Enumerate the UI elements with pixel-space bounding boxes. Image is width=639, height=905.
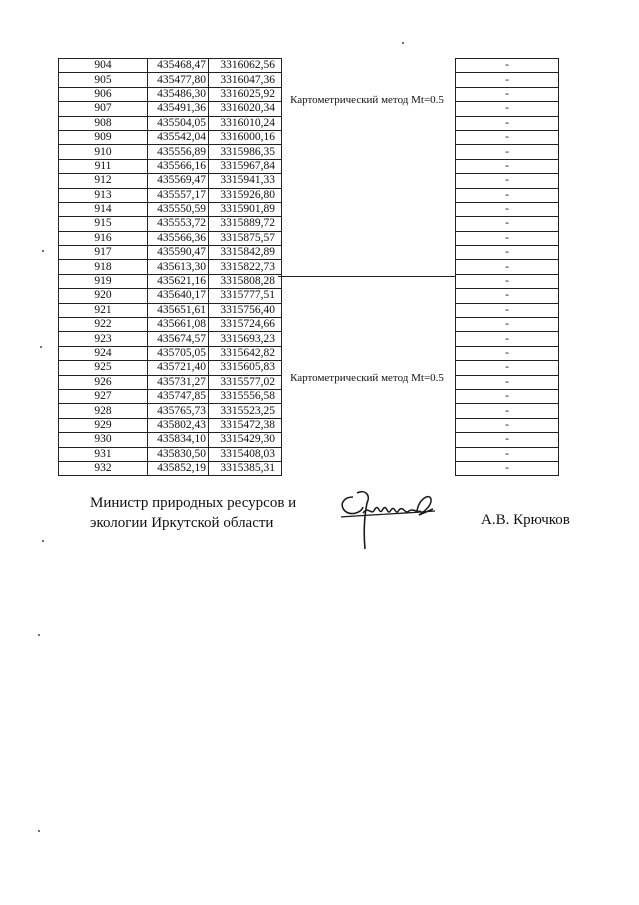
signatory-name: А.В. Крючков [481,512,570,528]
accuracy-cell: - [456,116,559,130]
table-row [59,202,282,216]
x-coordinate-cell: 435621,16 [148,274,209,288]
point-number-cell: 916 [59,231,148,245]
x-coordinate-cell: 435550,59 [148,202,209,216]
y-coordinate-cell: 3315901,89 [209,202,282,216]
y-coordinate-cell: 3315889,72 [209,217,282,231]
x-coordinate-cell: 435569,47 [148,174,209,188]
y-coordinate-cell: 3315822,73 [209,260,282,274]
table-row [59,102,282,116]
point-number-cell: 920 [59,289,148,303]
x-coordinate-cell: 435705,05 [148,346,209,360]
table-row [456,102,559,116]
accuracy-cell: - [456,375,559,389]
x-coordinate-cell: 435661,08 [148,318,209,332]
y-coordinate-cell: 3316020,34 [209,102,282,116]
accuracy-cell: - [456,174,559,188]
accuracy-cell: - [456,73,559,87]
table-row [59,404,282,418]
accuracy-cell: - [456,260,559,274]
x-coordinate-cell: 435542,04 [148,130,209,144]
x-coordinate-cell: 435477,80 [148,73,209,87]
x-coordinate-cell: 435553,72 [148,217,209,231]
accuracy-cell: - [456,59,559,73]
table-row [59,318,282,332]
table-row [456,346,559,360]
accuracy-cell: - [456,274,559,288]
table-row [456,389,559,403]
point-number-cell: 912 [59,174,148,188]
x-coordinate-cell: 435721,40 [148,361,209,375]
accuracy-cell: - [456,102,559,116]
point-number-cell: 915 [59,217,148,231]
accuracy-cell: - [456,159,559,173]
point-number-cell: 911 [59,159,148,173]
accuracy-cell: - [456,433,559,447]
table-row [456,87,559,101]
table-row [59,433,282,447]
y-coordinate-cell: 3315986,35 [209,145,282,159]
scan-speck [38,634,40,636]
x-coordinate-cell: 435566,36 [148,231,209,245]
y-coordinate-cell: 3315756,40 [209,303,282,317]
y-coordinate-cell: 3316010,24 [209,116,282,130]
point-number-cell: 929 [59,418,148,432]
accuracy-cell: - [456,303,559,317]
accuracy-cell: - [456,318,559,332]
table-row [456,361,559,375]
table-row [59,361,282,375]
x-coordinate-cell: 435556,89 [148,145,209,159]
table-row [456,260,559,274]
table-row [456,159,559,173]
point-number-cell: 919 [59,274,148,288]
point-number-cell: 932 [59,461,148,475]
scan-speck [42,250,44,252]
signatory-title-line-1: Министр природных ресурсов и [90,495,297,511]
table-row [59,73,282,87]
accuracy-cell: - [456,447,559,461]
signatory-title [90,493,296,533]
accuracy-cell: - [456,188,559,202]
y-coordinate-cell: 3315941,33 [209,174,282,188]
x-coordinate-cell: 435468,47 [148,59,209,73]
table-row [59,389,282,403]
accuracy-cell: - [456,145,559,159]
x-coordinate-cell: 435802,43 [148,418,209,432]
x-coordinate-cell: 435830,50 [148,447,209,461]
point-number-cell: 914 [59,202,148,216]
table-row [456,303,559,317]
accuracy-cell: - [456,389,559,403]
y-coordinate-cell: 3315777,51 [209,289,282,303]
scan-speck [402,42,404,44]
table-row [59,87,282,101]
table-row [456,289,559,303]
x-coordinate-cell: 435491,36 [148,102,209,116]
scan-speck [40,346,42,348]
y-coordinate-cell: 3315556,58 [209,389,282,403]
x-coordinate-cell: 435566,16 [148,159,209,173]
table-row [59,231,282,245]
table-row [456,73,559,87]
table-row [456,274,559,288]
y-coordinate-cell: 3316025,92 [209,87,282,101]
table-row [456,59,559,73]
method-group-divider [278,276,456,277]
point-number-cell: 926 [59,375,148,389]
accuracy-cell: - [456,130,559,144]
accuracy-cell: - [456,231,559,245]
x-coordinate-cell: 435834,10 [148,433,209,447]
table-row [456,375,559,389]
accuracy-cell: - [456,346,559,360]
point-number-cell: 909 [59,130,148,144]
point-number-cell: 924 [59,346,148,360]
accuracy-cell: - [456,289,559,303]
table-row [59,188,282,202]
table-row [456,418,559,432]
table-row [59,59,282,73]
x-coordinate-cell: 435504,05 [148,116,209,130]
y-coordinate-cell: 3315967,84 [209,159,282,173]
table-row [456,404,559,418]
accuracy-column-body [456,59,559,476]
table-row [59,130,282,144]
table-row [456,145,559,159]
x-coordinate-cell: 435765,73 [148,404,209,418]
point-number-cell: 910 [59,145,148,159]
point-number-cell: 913 [59,188,148,202]
accuracy-cell: - [456,246,559,260]
table-row [59,289,282,303]
table-row [456,433,559,447]
table-row [59,174,282,188]
x-coordinate-cell: 435640,17 [148,289,209,303]
y-coordinate-cell: 3315577,02 [209,375,282,389]
y-coordinate-cell: 3315385,31 [209,461,282,475]
handwritten-signature [335,483,440,553]
table-row [59,159,282,173]
y-coordinate-cell: 3315523,25 [209,404,282,418]
y-coordinate-cell: 3315724,66 [209,318,282,332]
point-number-cell: 908 [59,116,148,130]
point-number-cell: 928 [59,404,148,418]
y-coordinate-cell: 3315842,89 [209,246,282,260]
point-number-cell: 906 [59,87,148,101]
table-row [59,375,282,389]
table-row [456,447,559,461]
y-coordinate-cell: 3315429,30 [209,433,282,447]
x-coordinate-cell: 435747,85 [148,389,209,403]
accuracy-column [455,58,559,476]
table-row [456,231,559,245]
point-number-cell: 917 [59,246,148,260]
y-coordinate-cell: 3316047,36 [209,73,282,87]
x-coordinate-cell: 435731,27 [148,375,209,389]
y-coordinate-cell: 3316062,56 [209,59,282,73]
table-row [59,217,282,231]
point-number-cell: 930 [59,433,148,447]
accuracy-cell: - [456,404,559,418]
y-coordinate-cell: 3315472,38 [209,418,282,432]
table-row [456,188,559,202]
table-row [59,418,282,432]
y-coordinate-cell: 3315642,82 [209,346,282,360]
table-row [59,461,282,475]
accuracy-cell: - [456,361,559,375]
x-coordinate-cell: 435674,57 [148,332,209,346]
point-number-cell: 931 [59,447,148,461]
point-number-cell: 921 [59,303,148,317]
method-label-group-1: Картометрический метод Mt=0.5 [290,94,444,106]
table-row [456,174,559,188]
point-number-cell: 922 [59,318,148,332]
y-coordinate-cell: 3315875,57 [209,231,282,245]
scan-speck [38,830,40,832]
table-row [59,260,282,274]
table-row [59,246,282,260]
accuracy-cell: - [456,461,559,475]
method-label-group-2: Картометрический метод Mt=0.5 [290,372,444,384]
table-row [456,332,559,346]
x-coordinate-cell: 435486,30 [148,87,209,101]
point-number-cell: 907 [59,102,148,116]
x-coordinate-cell: 435557,17 [148,188,209,202]
accuracy-cell: - [456,418,559,432]
point-number-cell: 905 [59,73,148,87]
coordinates-table [58,58,282,476]
point-number-cell: 904 [59,59,148,73]
table-row [59,145,282,159]
point-number-cell: 923 [59,332,148,346]
y-coordinate-cell: 3315808,28 [209,274,282,288]
y-coordinate-cell: 3315926,80 [209,188,282,202]
accuracy-cell: - [456,202,559,216]
y-coordinate-cell: 3315693,23 [209,332,282,346]
table-row [59,303,282,317]
table-row [59,274,282,288]
y-coordinate-cell: 3315605,83 [209,361,282,375]
point-number-cell: 927 [59,389,148,403]
table-row [456,246,559,260]
table-row [456,461,559,475]
point-number-cell: 925 [59,361,148,375]
y-coordinate-cell: 3315408,03 [209,447,282,461]
coordinates-table-body [59,59,282,476]
x-coordinate-cell: 435613,30 [148,260,209,274]
table-row [456,130,559,144]
table-row [456,116,559,130]
accuracy-cell: - [456,217,559,231]
y-coordinate-cell: 3316000,16 [209,130,282,144]
table-row [59,116,282,130]
x-coordinate-cell: 435852,19 [148,461,209,475]
x-coordinate-cell: 435651,61 [148,303,209,317]
table-row [59,447,282,461]
scan-speck [42,540,44,542]
table-row [59,332,282,346]
accuracy-cell: - [456,87,559,101]
table-row [456,202,559,216]
table-row [456,318,559,332]
accuracy-cell: - [456,332,559,346]
table-row [456,217,559,231]
signatory-title-line-2: экологии Иркутской области [90,515,274,531]
table-row [59,346,282,360]
point-number-cell: 918 [59,260,148,274]
x-coordinate-cell: 435590,47 [148,246,209,260]
